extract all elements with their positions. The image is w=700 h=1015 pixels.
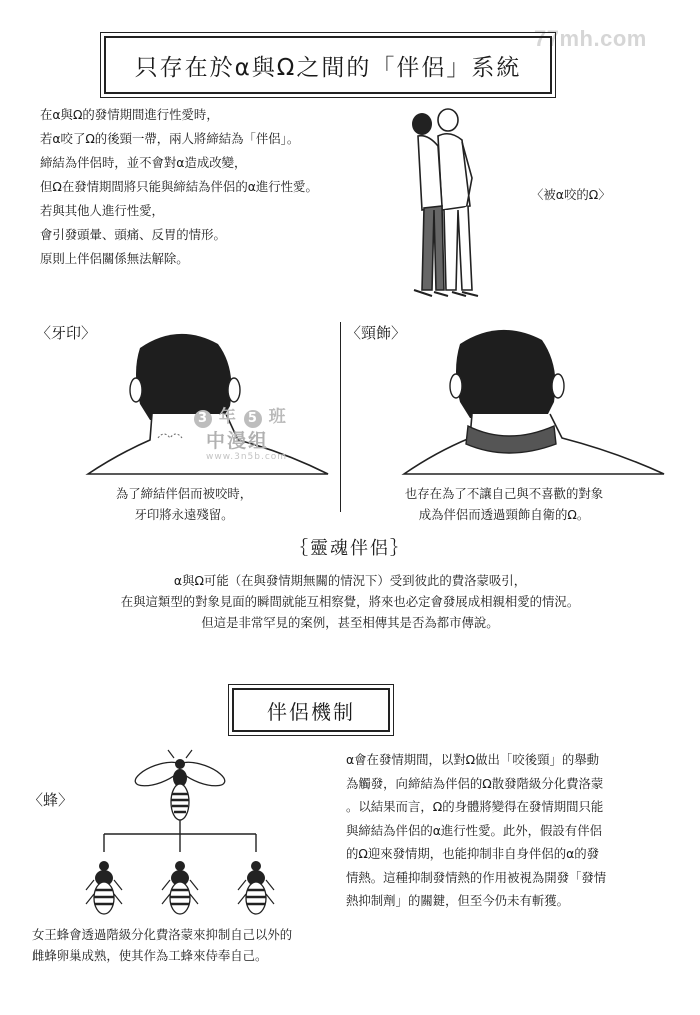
teeth-mark-label: 〈牙印〉: [36, 324, 97, 342]
intro-line: 若與其他人進行性愛，: [40, 203, 164, 218]
soulmate-line: 在與這類型的對象見面的瞬間就能互相察覺，將來也必定會發展成相親相愛的情況。: [120, 594, 580, 609]
intro-line: 若α咬了Ω的後頸一帶，兩人將締結為「伴侶」。: [40, 131, 300, 146]
couple-illustration: [400, 106, 500, 302]
soulmate-line: α與Ω可能（在與發情期無關的情況下）受到彼此的費洛蒙吸引，: [173, 573, 527, 588]
scanlation-logo: 3 年 5 班 中漫组 www.3n5b.com: [172, 402, 332, 472]
mechanism-heading: 伴侶機制: [232, 688, 390, 732]
intro-line: 但Ω在發情期間將只能與締結為伴侶的α進行性愛。: [40, 179, 318, 194]
mechanism-line: 熱抑制劑」的關鍵，但至今仍未有斬獲。: [346, 893, 570, 908]
intro-paragraph: [40, 103, 318, 271]
soulmate-heading: ｛靈魂伴侶｝: [290, 538, 410, 559]
bee-caption: [32, 924, 292, 966]
caption-line: 成為伴侶而透過頸飾自衛的Ω。: [418, 507, 590, 522]
worker-bee-icon: [86, 861, 122, 914]
bee-caption-line: 女王蜂會透過階級分化費洛蒙來抑制自己以外的: [32, 927, 293, 942]
soulmate-line: 但這是非常罕見的案例，甚至相傳其是否為都市傳說。: [201, 615, 499, 630]
bee-label: 〈蜂〉: [28, 791, 74, 809]
caption-line: 牙印將永遠殘留。: [134, 507, 234, 522]
intro-line: 原則上伴侶關係無法解除。: [40, 251, 189, 266]
worker-bee-icon: [162, 861, 198, 914]
mechanism-line: 情熱。這種抑制發情熱的作用被視為開發「發情: [346, 869, 607, 885]
mechanism-line: 與締結為伴侶的α進行性愛。此外，假設有伴侶: [346, 822, 602, 838]
intro-line: 締結為伴侶時，並不會對α造成改變，: [40, 155, 247, 170]
bee-caption-line: 雌蜂卵巢成熟，使其作為工蜂來侍奉自己。: [32, 948, 268, 963]
teeth-mark-caption: [40, 483, 328, 525]
mechanism-line: 的Ω迎來發情期，也能抑制非自身伴侶的α的發: [346, 846, 600, 861]
site-watermark: 77mh.com: [534, 26, 647, 51]
caption-line: 為了締結伴侶而被咬時，: [115, 486, 253, 501]
intro-line: 會引發頭暈、頭痛、反胃的情形。: [40, 227, 226, 242]
section-divider: [340, 322, 341, 512]
soulmate-paragraph: [0, 570, 700, 633]
queen-bee-icon: [132, 750, 227, 820]
intro-line: 在α與Ω的發情期間進行性愛時，: [40, 107, 219, 122]
mechanism-line: α會在發情期間，以對Ω做出「咬後頸」的舉動: [346, 752, 600, 767]
caption-line: 也存在為了不讓自己與不喜歡的對象: [404, 486, 604, 501]
page-title: 只存在於α與Ω之間的「伴侶」系統: [104, 36, 552, 94]
mechanism-line: 。以結果而言，Ω的身體將變得在發情期間只能: [346, 799, 604, 814]
bitten-omega-caption: 〈被α咬的Ω〉: [531, 187, 611, 202]
worker-bee-icon: [238, 861, 274, 914]
mechanism-paragraph: [346, 748, 606, 913]
mechanism-line: 為觸發，向締結為伴侶的Ω散發階級分化費洛蒙: [346, 775, 604, 791]
collar-caption: [344, 483, 664, 525]
bee-hierarchy-diagram: [80, 748, 290, 924]
collar-illustration: [404, 322, 664, 476]
collar-label: 〈頸飾〉: [346, 324, 407, 342]
